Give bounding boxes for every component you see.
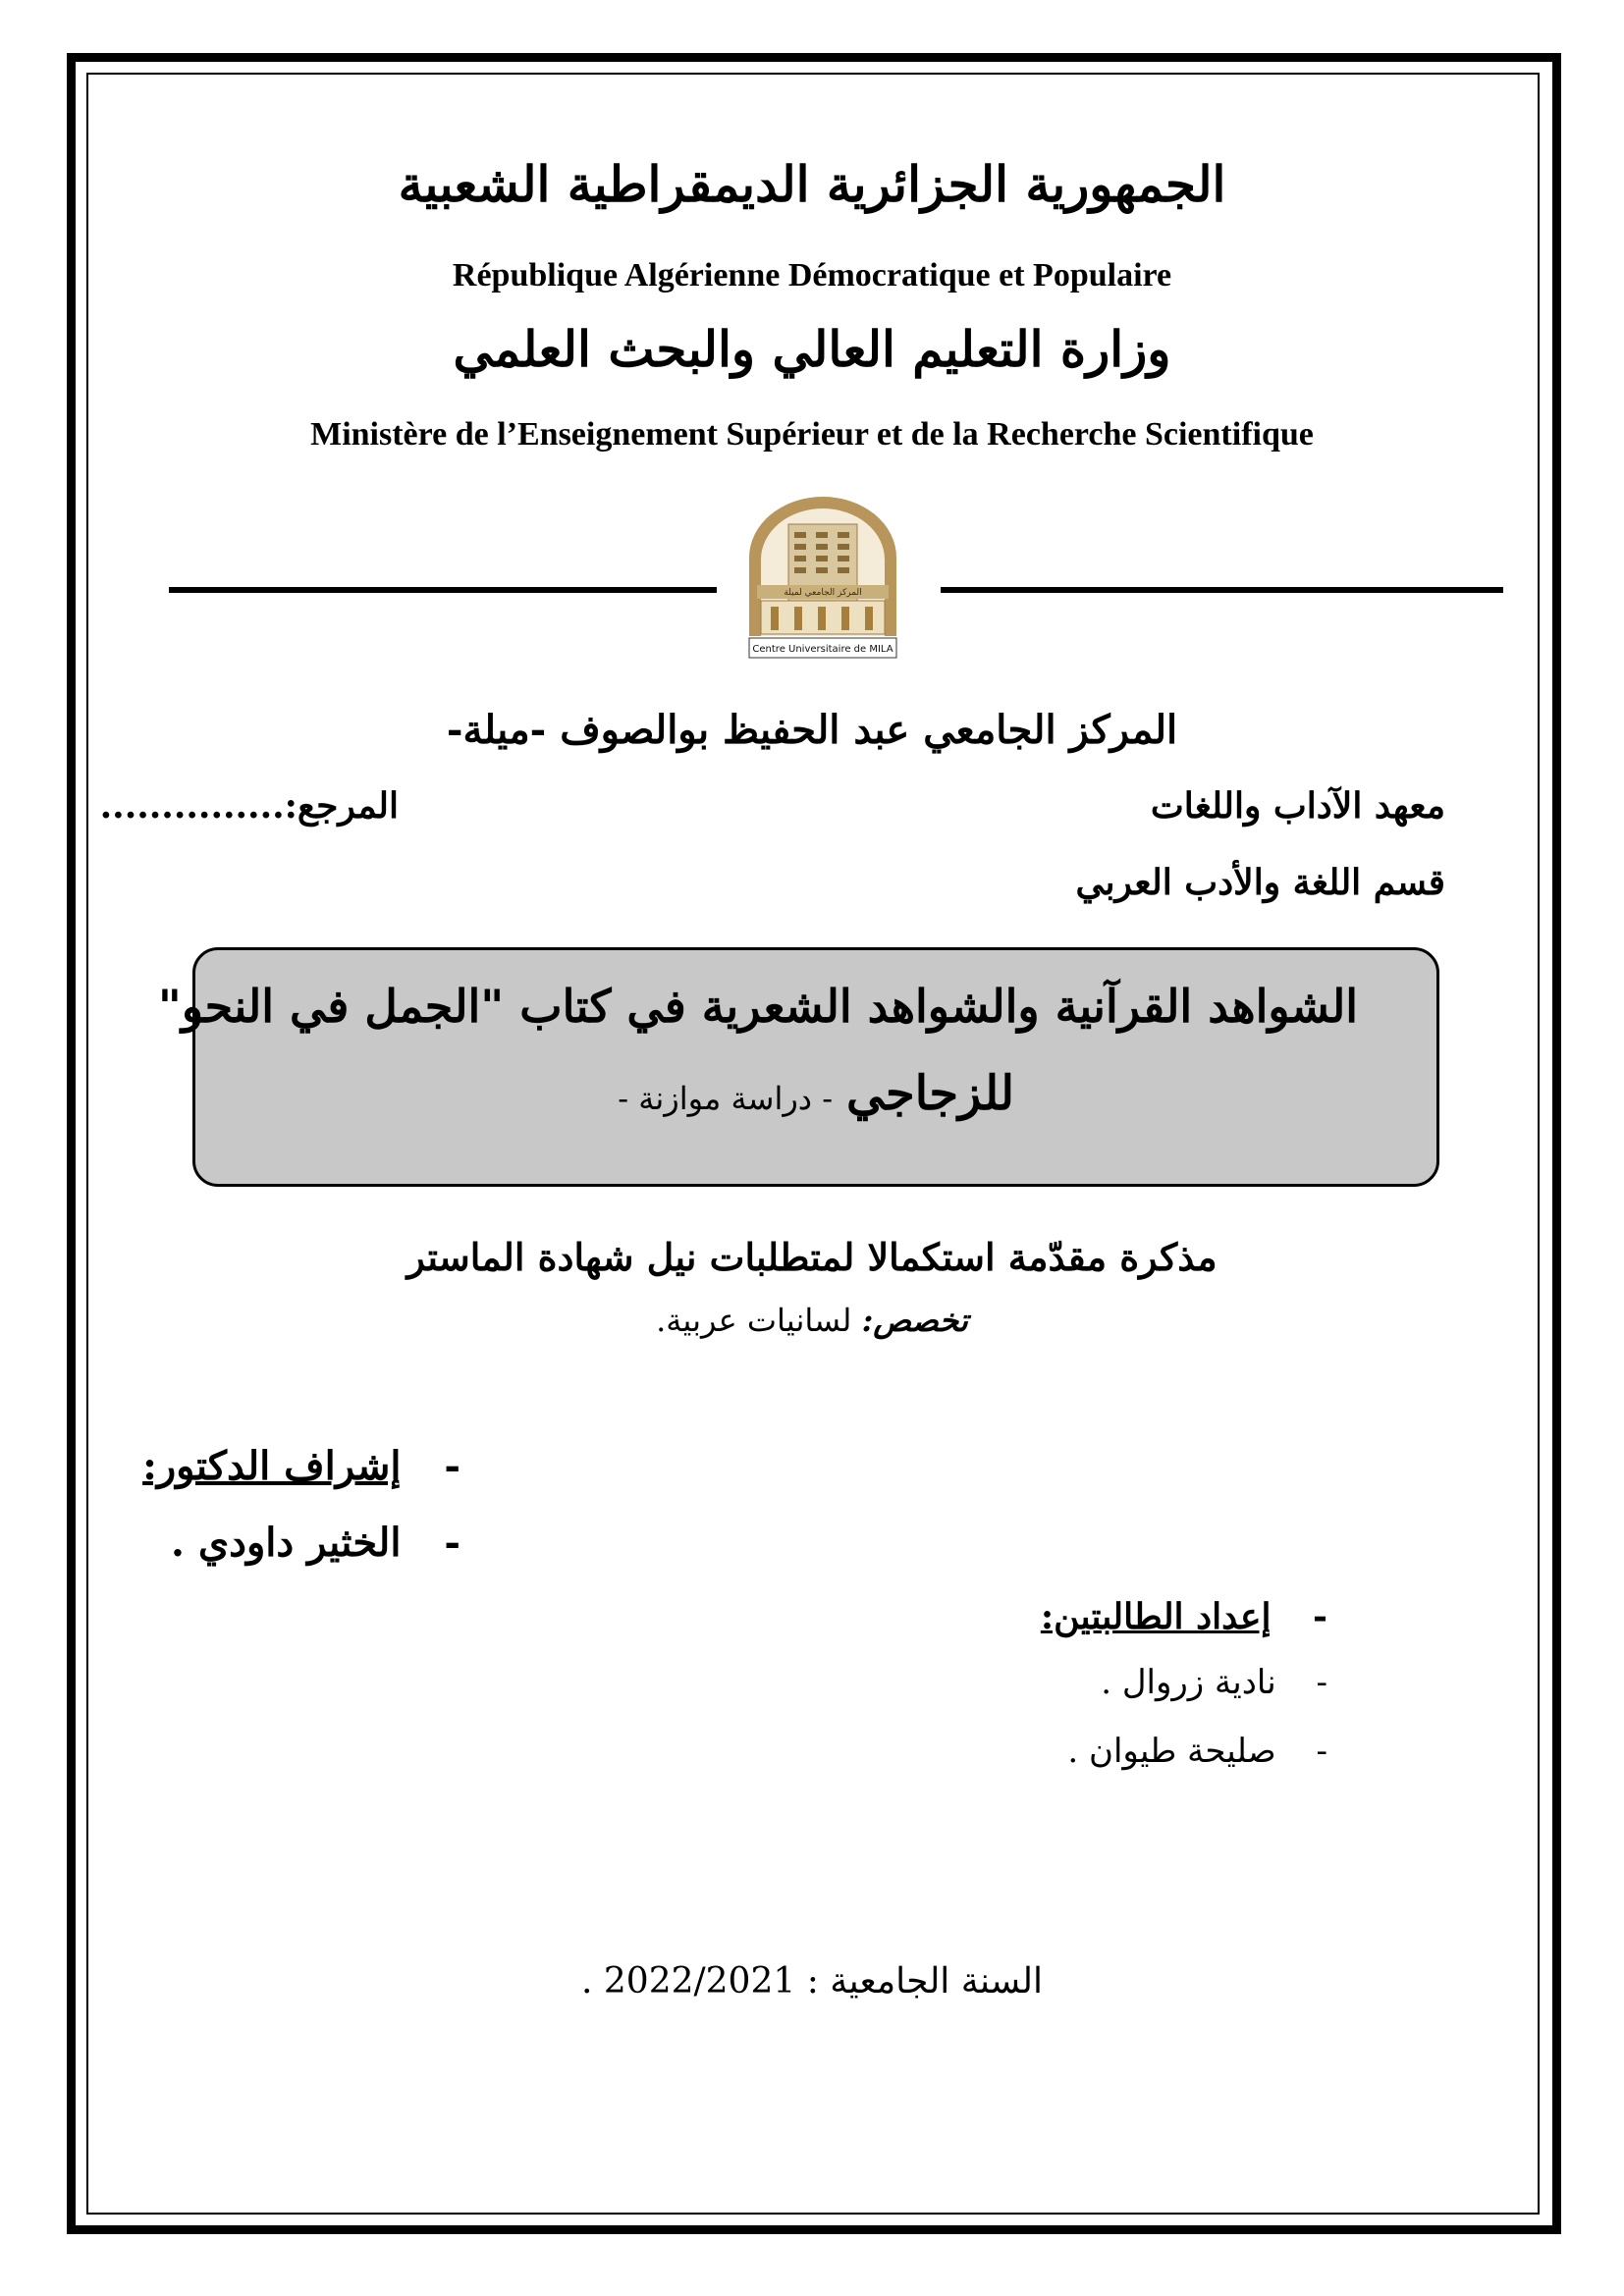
student-name: نادية زروال .: [1101, 1663, 1276, 1702]
student-row: [1067, 1732, 1327, 1771]
supervisor-label: إشراف الدكتور:: [142, 1443, 402, 1489]
header-rule-left: [169, 587, 717, 593]
supervisor-dash: -: [444, 1443, 460, 1489]
thesis-title-box: [157, 947, 1439, 1187]
logo-arabic-sign: المركز الجامعي لميلة: [784, 588, 862, 598]
ministry-title-arabic: وزارة التعليم العالي والبحث العلمي: [453, 320, 1171, 378]
specialization-value: لسانيات عربية.: [656, 1302, 862, 1339]
university-center-name: المركز الجامعي عبد الحفيظ بوالصوف -ميلة-: [446, 707, 1178, 753]
students-label-row: [1041, 1596, 1327, 1637]
academic-year: السنة الجامعية : 2022/2021 .: [581, 1961, 1043, 2002]
thesis-title-subtitle: - دراسة موازنة -: [618, 1080, 834, 1117]
thesis-title-author: للزجاجي: [846, 1066, 1014, 1121]
student-row: [1101, 1663, 1327, 1702]
ministry-title-french: Ministère de l’Enseignement Supérieur et de la Recherche Scientifique: [310, 416, 1314, 453]
students-label: إعداد الطالبتين:: [1040, 1596, 1272, 1637]
thesis-title-line2: [618, 1066, 1014, 1121]
student-dash: -: [1316, 1732, 1327, 1771]
supervisor-name-dash: -: [444, 1520, 460, 1566]
republic-title-arabic: الجمهورية الجزائرية الديمقراطية الشعبية: [398, 155, 1226, 213]
specialization-label: تخصص:: [861, 1302, 968, 1339]
supervisor-name: الخثير داودي .: [170, 1520, 402, 1566]
student-dash: -: [1316, 1663, 1327, 1702]
republic-title-french: République Algérienne Démocratique et Populaire: [452, 257, 1172, 294]
students-dash: -: [1313, 1596, 1327, 1637]
reference-field: المرجع:...............: [99, 785, 399, 827]
logo-caption: Centre Universitaire de MILA: [752, 644, 893, 655]
university-building-logo: [731, 489, 914, 671]
student-name: صليحة طيوان .: [1067, 1732, 1276, 1771]
specialization: [0, 1302, 1624, 1339]
institute-name: معهد الآداب واللغات: [1150, 785, 1445, 827]
supervisor-label-row: [142, 1443, 460, 1489]
department-name: قسم اللغة والأدب العربي: [1075, 862, 1445, 903]
thesis-title-line1: الشواهد القرآنية والشواهد الشعرية في كتاب "الجمل في النحو": [157, 980, 1358, 1033]
memo-statement: مذكرة مقدّمة استكمالا لمتطلبات نيل شهادة الماستر: [406, 1235, 1218, 1279]
supervisor-name-row: [171, 1520, 460, 1566]
header-rule-right: [941, 587, 1503, 593]
